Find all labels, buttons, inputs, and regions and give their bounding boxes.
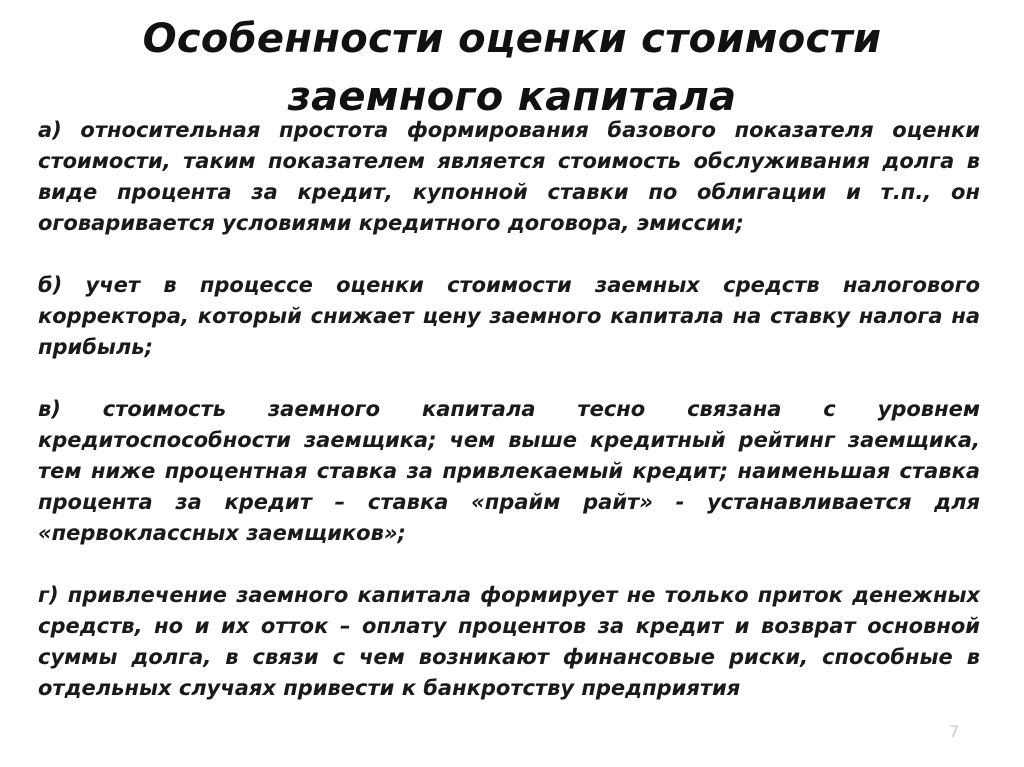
- slide-body: [38, 115, 980, 704]
- slide-title: Особенности оценки стоимости заемного капитала: [142, 16, 882, 120]
- paragraph-b: б) учет в процессе оценки стоимости заемных средств налогового корректора, который снижает цену заемного капитала на ставку налога на прибыль;: [38, 273, 980, 359]
- paragraph-g: г) привлечение заемного капитала формирует не только приток денежных средств, но и их отток – оплату процентов за кредит и возврат основной суммы долга, в связи с чем возникают финансовые риски, способные в отдельных случаях привести к банкротству предприятия: [38, 583, 980, 700]
- paragraph-v: в) стоимость заемного капитала тесно связана с уровнем кредитоспособности заемщика; чем выше кредитный рейтинг заемщика, тем ниже процентная ставка за привлекаемый кредит; наименьшая ставка процента за кредит – ставка «прайм райт» - устанавливается для «первоклассных заемщиков»;: [38, 397, 980, 545]
- page-number: 7: [949, 722, 960, 741]
- paragraph-a: а) относительная простота формирования базового показателя оценки стоимости, таким показателем является стоимость обслуживания долга в виде процента за кредит, купонной ставки по облигации и т.п., он оговаривается условиями кредитного договора, эмиссии;: [38, 118, 980, 235]
